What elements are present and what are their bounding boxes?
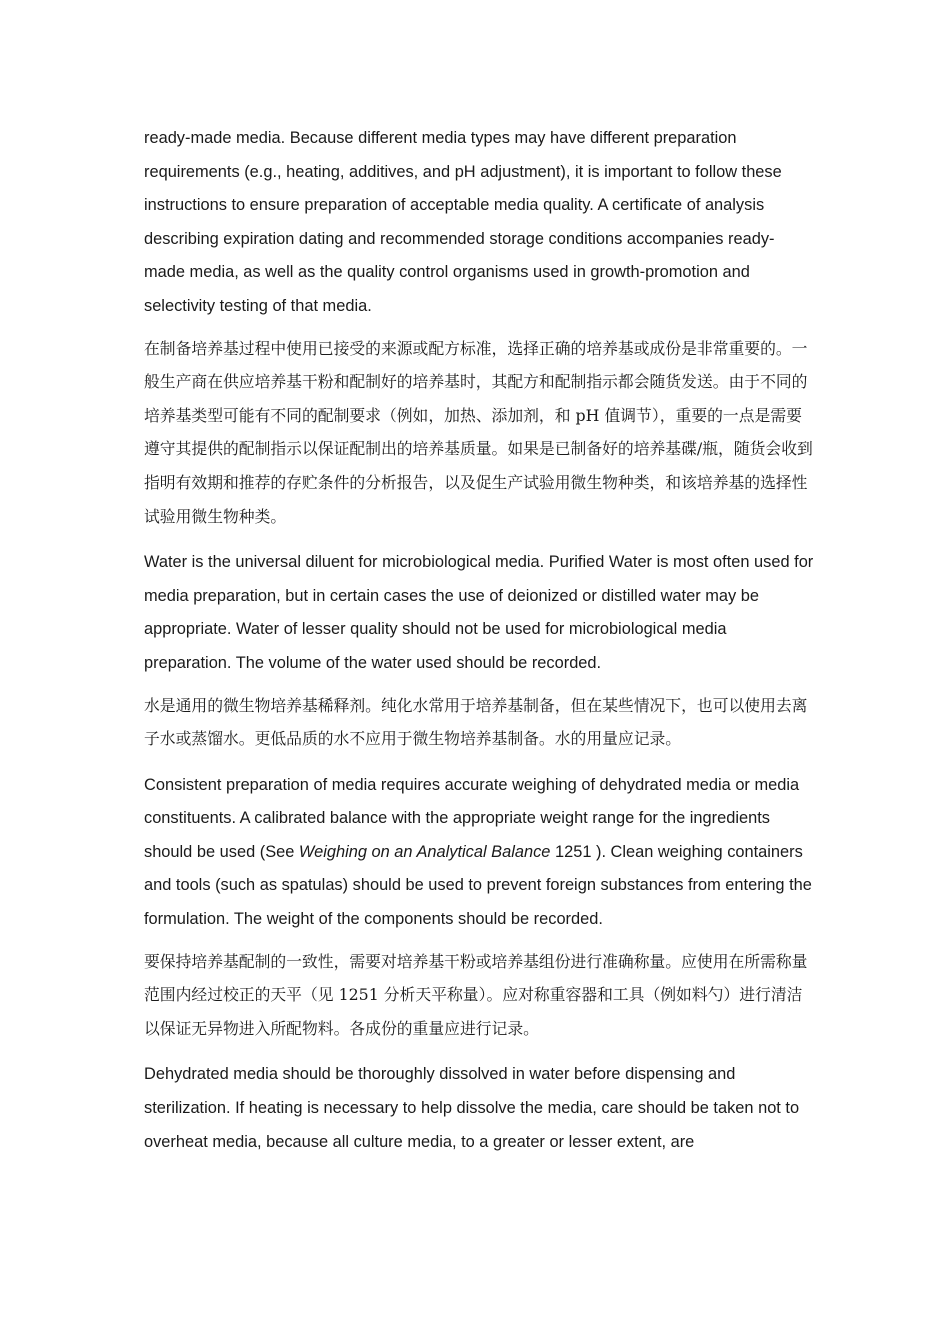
paragraph-weighing-en	[144, 769, 814, 937]
weighing-reference-title: Weighing on an Analytical Balance	[298, 842, 551, 861]
document-page	[144, 122, 814, 1167]
paragraph-dissolving-en: Dehydrated media should be thoroughly dissolved in water before dispensing and sterilization. If heating is necessary to help dissolve the media, care should be taken not to overheat media, because all culture media, to a greater or lesser extent, are	[144, 1065, 800, 1151]
weighing-text-before: Consistent preparation of media requires accurate weighing of dehydrated media or media constituents. A calibrated balance with the appropriate weight range for the ingredients should be used (See	[144, 775, 800, 861]
paragraph-media-instructions-en: ready-made media. Because different media types may have different preparation requirements (e.g., heating, additives, and pH adjustment), it is important to follow these instructions to ensure preparation of acceptable media quality. A certificate of analysis describing expiration dating and recommended storage conditions accompanies ready-made media, as well as the quality control organisms used in growth-promotion and selectivity testing of that media.	[144, 129, 782, 315]
paragraph-water-zh: 水是通用的微生物培养基稀释剂。纯化水常用于培养基制备，但在某些情况下，也可以使用去离子水或蒸馏水。更低品质的水不应用于微生物培养基制备。水的用量应记录。	[144, 695, 808, 749]
paragraph-weighing-zh: 要保持培养基配制的一致性，需要对培养基干粉或培养基组份进行准确称量。应使用在所需称量范围内经过校正的天平（见 1251 分析天平称量）。应对称重容器和工具（例如料勺）进行清洁以保证无异物进入所配物料。各成份的重量应进行记录。	[144, 951, 808, 1038]
weighing-text-after: 1251 ). Clean weighing containers and tools (such as spatulas) should be used to prevent foreign substances from entering the formulation. The weight of the components should be recorded.	[144, 842, 812, 929]
paragraph-media-instructions-zh: 在制备培养基过程中使用已接受的来源或配方标准，选择正确的培养基或成份是非常重要的。一般生产商在供应培养基干粉和配制好的培养基时，其配方和配制指示都会随货发送。由于不同的培养基类型可能有不同的配制要求（例如，加热、添加剂，和 pH 值调节），重要的一点是需要遵守其提供的配制指示以保证配制出的培养基质量。如果是已制备好的培养基碟/瓶，随货会收到指明有效期和推荐的存贮条件的分析报告，以及促生产试验用微生物种类，和该培养基的选择性试验用微生物种类。	[144, 338, 813, 526]
paragraph-water-en: Water is the universal diluent for microbiological media. Purified Water is most often used for media preparation, but in certain cases the use of deionized or distilled water may be appropriate. Water of lesser quality should not be used for microbiological media preparation. The volume of the water used should be recorded.	[144, 553, 814, 672]
